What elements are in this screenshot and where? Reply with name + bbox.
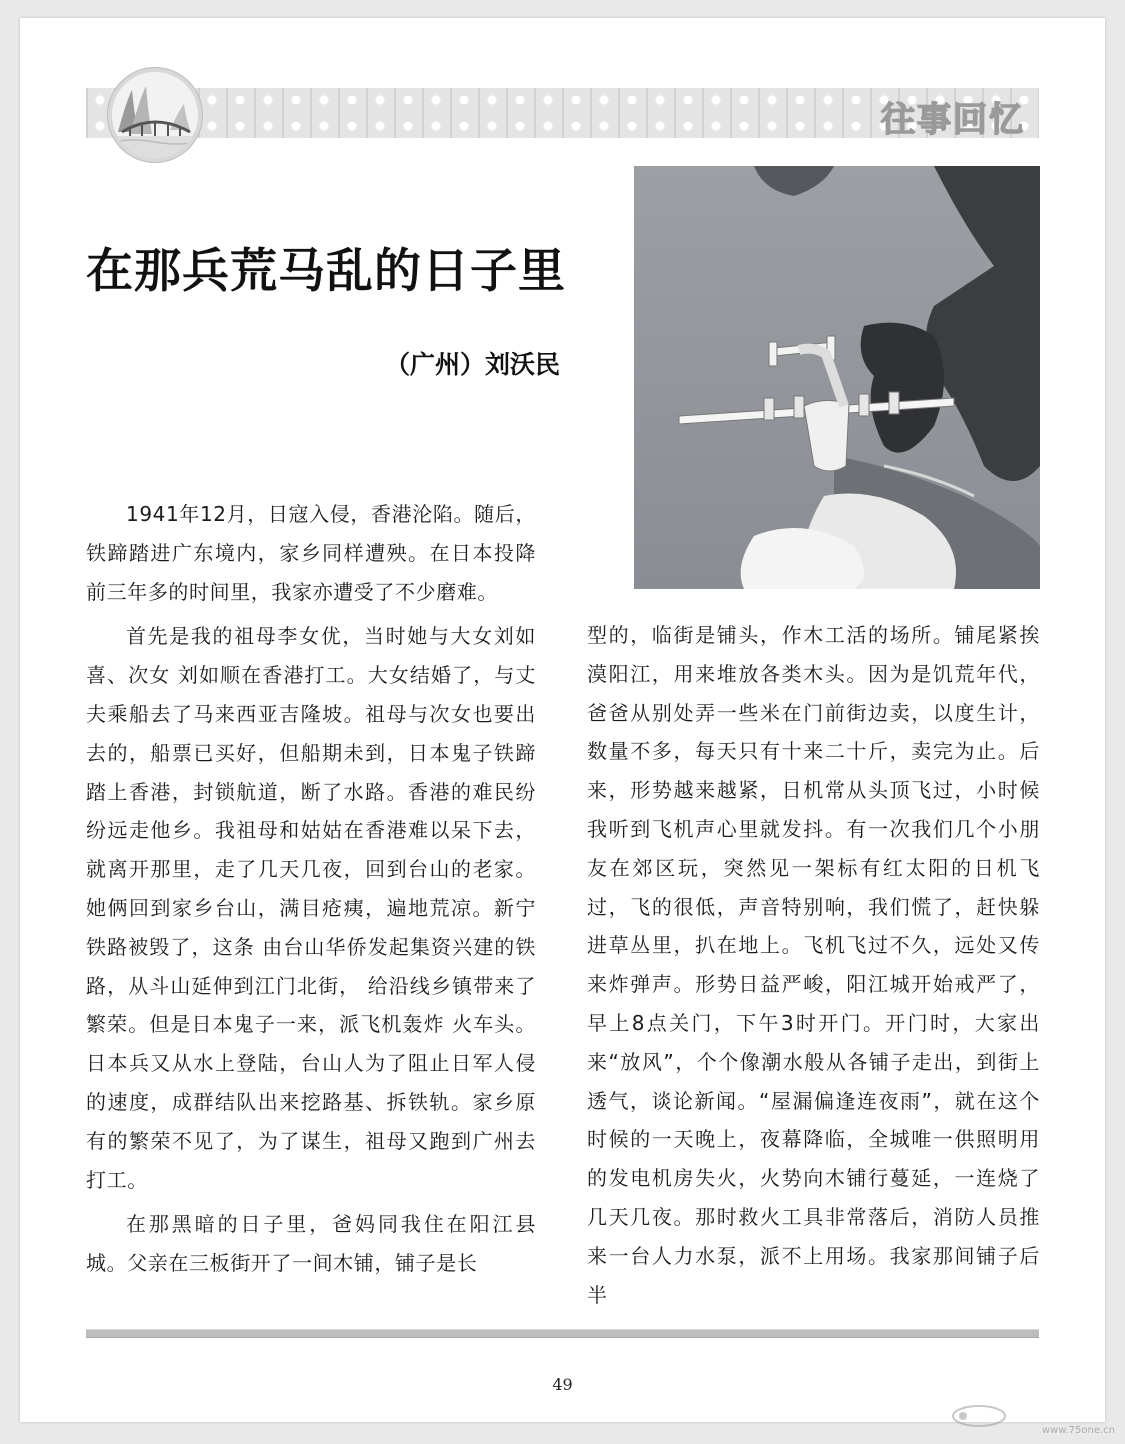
bridge-emblem-icon — [108, 68, 202, 162]
right-text-column — [587, 616, 1040, 1320]
watermark-logo-icon — [949, 1400, 1009, 1430]
section-header-band — [86, 88, 1039, 138]
article-title: 在那兵荒马乱的日子里 — [86, 244, 566, 299]
section-title: 往事回忆 — [881, 100, 1025, 140]
paragraph: 1941年12月，日寇入侵，香港沦陷。随后，铁蹄踏进广东境内，家乡同样遭殃。在日本投降前三年多的时间里，我家亦遭受了不少磨难。 — [86, 502, 536, 604]
bridge-emblem-drawing — [112, 72, 198, 158]
magazine-page — [20, 18, 1105, 1422]
footer-rule — [86, 1329, 1039, 1338]
paragraph: 首先是我的祖母李女优，当时她与大女刘如喜、次女 刘如顺在香港打工。大女结婚了，与丈夫乘船去了马来西亚吉隆坡。祖母与次女也要出去的，船票已买好，但船期未到，日本鬼子铁蹄踏上香港，封锁航道，断了水路。香港的难民纷纷远走他乡。我祖母和姑姑在香港难以呆下去，就离开那里，走了几天几夜，回到台山的老家。她俩回到家乡台山，满目疮痍，遍地荒凉。新宁铁路被毁了，这条 由台山华侨发起集资兴建的铁路，从斗山延伸到江门北街， 给沿线乡镇带来了繁荣。但是日本鬼子一来，派飞机轰炸 火车头。日本兵又从水上登陆，台山人为了阻止日军人侵的速度，成群结队出来挖路基、拆铁轨。家乡原有的繁荣不见了，为了谋生，祖母又跑到广州去打工。 — [86, 624, 536, 1192]
paragraph: 型的，临街是铺头，作木工活的场所。铺尾紧挨漠阳江，用来堆放各类木头。因为是饥荒年代，爸爸从别处弄一些米在门前街边卖，以度生计，数量不多，每天只有十来二十斤，卖完为止。后来，形势越来越紧，日机常从头顶飞过，小时候我听到飞机声心里就发抖。有一次我们几个小朋友在郊区玩，突然见一架标有红太阳的日机飞过，飞的很低，声音特别响，我们慌了，赶快躲进草丛里，扒在地上。飞机飞过不久，远处又传来炸弹声。形势日益严峻，阳江城开始戒严了，早上8点关门，下午3时开门。开门时，大家出来“放风”，个个像潮水般从各铺子走出，到街上透气，谈论新闻。“屋漏偏逢连夜雨”，就在这个时候的一天晚上，夜幕降临，全城唯一供照明用的发电机房失火，火势向木铺行蔓延，一连烧了几天几夜。那时救火工具非常落后，消防人员推 来一台人力水泵，派不上用场。我家那间铺子后半 — [587, 623, 1040, 1307]
page-number: 49 — [552, 1375, 573, 1394]
author-byline: （广州）刘沃民 — [384, 350, 560, 379]
site-watermark — [949, 1400, 1119, 1436]
bomber-aerial-photo — [634, 166, 1040, 589]
bomber-over-coastline-icon — [634, 166, 1040, 589]
paragraph: 在那黑暗的日子里，爸妈同我住在阳江县城。父亲在三板街开了一间木铺，铺子是长 — [86, 1212, 536, 1276]
left-text-column — [86, 495, 536, 1289]
watermark-text: www.75one.cn — [1041, 1425, 1115, 1436]
